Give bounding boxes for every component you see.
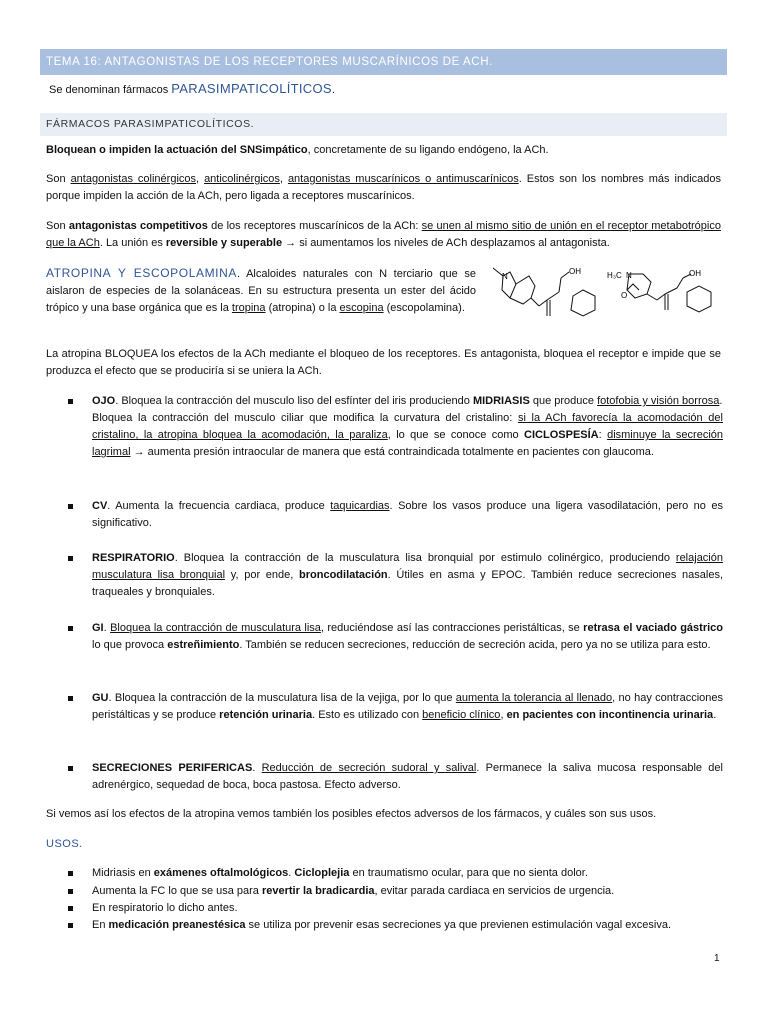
effect-respiratorio	[92, 550, 723, 601]
text: , no hay contracciones peristálticas y se produce	[92, 692, 723, 721]
paragraph-names	[46, 171, 721, 205]
bold-text: revertir la bradicardia	[261, 885, 375, 897]
text: Son	[46, 220, 69, 232]
text: lo que provoca	[92, 639, 168, 651]
text: .	[103, 622, 111, 634]
underlined-text: anticolinérgicos	[204, 173, 280, 185]
text: . Aumenta la frecuencia cardiaca, produce	[107, 500, 331, 512]
paragraph-final: Si vemos así los efectos de la atropina vemos también los posibles efectos adversos de los fármacos, y cuáles son sus usos.	[46, 808, 657, 820]
text: en traumatismo ocular, para que no sienta dolor.	[349, 867, 588, 879]
struct2-n-label: N	[626, 271, 632, 280]
text: . Bloquea la contracción de la musculatura lisa bronquial por estimulo colinérgico, produciendo	[174, 552, 676, 564]
text: . Sobre los vasos produce una ligera vasodilatación, pero no es significativo.	[92, 500, 723, 529]
text: :	[598, 429, 608, 441]
text: de los receptores muscarínicos de la ACh:	[207, 220, 422, 232]
bullet-icon	[68, 883, 78, 894]
bold-text: en pacientes con incontinencia urinaria	[506, 709, 714, 721]
text: . Esto es utilizado con	[312, 709, 423, 721]
text: , reduciéndose así las contracciones peristálticas, se	[320, 622, 584, 634]
bold-text: antagonistas competitivos	[68, 220, 208, 232]
text: → si aumentamos los niveles de ACh desplazamos al antagonista.	[282, 237, 610, 249]
underlined-text: relajación musculatura lisa bronquial	[92, 552, 723, 581]
underlined-text: antagonistas muscarínicos o antimuscarínicos	[287, 173, 519, 185]
effect-cv	[92, 498, 723, 532]
effect-gi	[92, 620, 723, 654]
text: .	[719, 395, 723, 407]
text: .	[288, 867, 295, 879]
underlined-text: disminuye la secreción lagrimal	[92, 429, 724, 458]
text: Son	[46, 173, 71, 185]
text: y, por ende,	[225, 569, 300, 581]
bold-text: GI	[92, 622, 104, 634]
bullet-icon	[68, 620, 78, 631]
bullet-icon	[68, 550, 78, 561]
effect-gu	[92, 690, 723, 724]
text: . Útiles en asma y EPOC. También reduce secreciones nasales, traqueales y bronquiales.	[92, 569, 724, 598]
bold-text: medicación preanestésica	[108, 919, 246, 931]
paragraph-definition	[46, 142, 721, 159]
bold-text: Cicloplejia	[294, 867, 350, 879]
page-number: 1	[714, 953, 720, 964]
section-header: FÁRMACOS PARASIMPATICOLÍTICOS.	[40, 113, 727, 136]
underlined-text: taquicardias	[330, 500, 390, 512]
struct1-oh-label: OH	[569, 267, 581, 276]
text: se utiliza por prevenir esas secreciones ya que previenen estimulación vagal excesiva.	[245, 919, 672, 931]
bullet-icon	[68, 865, 78, 876]
struct2-o-label: O	[621, 291, 628, 300]
text: . Estos son los nombres más indicados porque impiden la acción de la ACh, pero ligada a receptores muscarínicos.	[46, 173, 721, 202]
bold-text: RESPIRATORIO	[92, 552, 175, 564]
underlined-text: Reducción de secreción sudoral y salival	[261, 762, 477, 774]
underlined-text: aumenta la tolerancia al llenado	[455, 692, 613, 704]
bullet-icon	[68, 393, 78, 404]
bullet-icon	[68, 917, 78, 928]
bold-text: SECRECIONES PERIFERICAS	[92, 762, 253, 774]
paragraph-atropina-blocks: La atropina BLOQUEA los efectos de la ACh mediante el bloqueo de los receptores. Es antagonista, bloquea el receptor e impide que se produzca el efecto que se produciría si se uniera la ACh.	[46, 348, 721, 377]
underlined-text: Bloquea la contracción de musculatura lisa	[110, 622, 321, 634]
intro-end: .	[331, 84, 335, 96]
text: (atropina) o la	[265, 302, 340, 314]
underlined-text: tropina	[231, 302, 266, 314]
effect-secreciones	[92, 760, 723, 794]
bold-text: GU	[92, 692, 109, 704]
text: .	[252, 762, 262, 774]
paragraph-competitive	[46, 218, 721, 252]
uso-item	[92, 900, 723, 917]
struct2-oh-label: OH	[689, 269, 701, 278]
bullet-icon	[68, 760, 78, 771]
bold-text: CV	[92, 500, 108, 512]
text: ,	[279, 173, 288, 185]
bold-text: reversible y superable	[165, 237, 283, 249]
underlined-text: fotofobia y visión borrosa	[597, 395, 720, 407]
text: En	[92, 919, 109, 931]
page-title: TEMA 16: ANTAGONISTAS DE LOS RECEPTORES MUSCARÍNICOS DE ACH.	[40, 49, 727, 75]
text: Midriasis en	[92, 867, 154, 879]
text: . Permanece la saliva mucosa responsable del adrenérgico, sequedad de boca, boca pastosa. Efecto adverso.	[92, 762, 723, 791]
usos-heading: USOS.	[46, 838, 83, 850]
intro-line	[49, 81, 335, 96]
intro-term: PARASIMPATICOLÍTICOS	[171, 81, 332, 96]
underlined-text: antagonistas colinérgicos	[70, 173, 197, 185]
uso-item	[92, 865, 723, 882]
atropina-heading: ATROPINA Y ESCOPOLAMINA	[46, 266, 237, 280]
bold-text: OJO	[92, 395, 116, 407]
text: .	[713, 709, 717, 721]
text: , lo que se conoce como	[387, 429, 525, 441]
text: , evitar parada cardiaca en servicios de urgencia.	[374, 885, 615, 897]
bold-text: estreñimiento	[167, 639, 240, 651]
text: . La unión es	[99, 237, 166, 249]
underlined-text: se unen al mismo sitio de unión en el receptor metabotrópico que la ACh	[46, 220, 721, 249]
bold-text: Bloquean o impiden la actuación del SNSimpático	[46, 144, 308, 156]
chemical-structures-image	[485, 264, 747, 336]
text: . Bloquea la contracción del musculo liso del esfínter del iris produciendo	[115, 395, 473, 407]
text: Aumenta la FC lo que se usa para	[92, 885, 262, 897]
text: (escopolamina).	[383, 302, 465, 314]
bold-text: broncodilatación	[299, 569, 388, 581]
text: , concretamente de su ligando endógeno, la ACh.	[307, 144, 549, 156]
bullet-icon	[68, 498, 78, 509]
intro-text: Se denominan fármacos	[49, 84, 172, 96]
uso-item	[92, 883, 723, 900]
uso-item	[92, 917, 723, 934]
text: . Alcaloides naturales con N terciario que se aislaron de especies de la solanáceas. En su estructura presenta un ester del ácido trópico y una base orgánica que es la	[46, 268, 476, 314]
bold-text: retención urinaria	[219, 709, 313, 721]
text: Bloquea la contracción del musculo ciliar que modifica la curvatura del cristalino:	[92, 412, 518, 424]
text: . Bloquea la contracción de la musculatura lisa de la vejiga, por lo que	[108, 692, 456, 704]
underlined-text: escopina	[339, 302, 384, 314]
paragraph-atropina	[46, 265, 476, 317]
text: ,	[196, 173, 205, 185]
text: . También se reducen secreciones, reducción de secreción acida, pero ya no se utiliza para esto.	[239, 639, 711, 651]
text: que produce	[529, 395, 598, 407]
bold-text: retrasa el vaciado gástrico	[583, 622, 723, 634]
bold-text: exámenes oftalmológicos	[153, 867, 289, 879]
text: → aumenta presión intraocular de manera que está contraindicada totalmente en pacientes con glaucoma.	[130, 446, 654, 458]
underlined-text: si la ACh favorecía la acomodación del cristalino, la atropina bloquea la acomodación, la paraliza	[92, 412, 723, 441]
bullet-icon	[68, 900, 78, 911]
struct2-ch3-label: H₃C	[607, 271, 622, 280]
text: En respiratorio lo dicho antes.	[92, 902, 238, 914]
bullet-icon	[68, 690, 78, 701]
underlined-text: beneficio clínico	[422, 709, 501, 721]
bold-text: MIDRIASIS	[472, 395, 530, 407]
bold-text: CICLOSPESÍA	[524, 429, 599, 441]
effect-ojo	[92, 393, 723, 461]
text: ,	[500, 709, 507, 721]
struct1-n-label: N	[502, 272, 508, 281]
